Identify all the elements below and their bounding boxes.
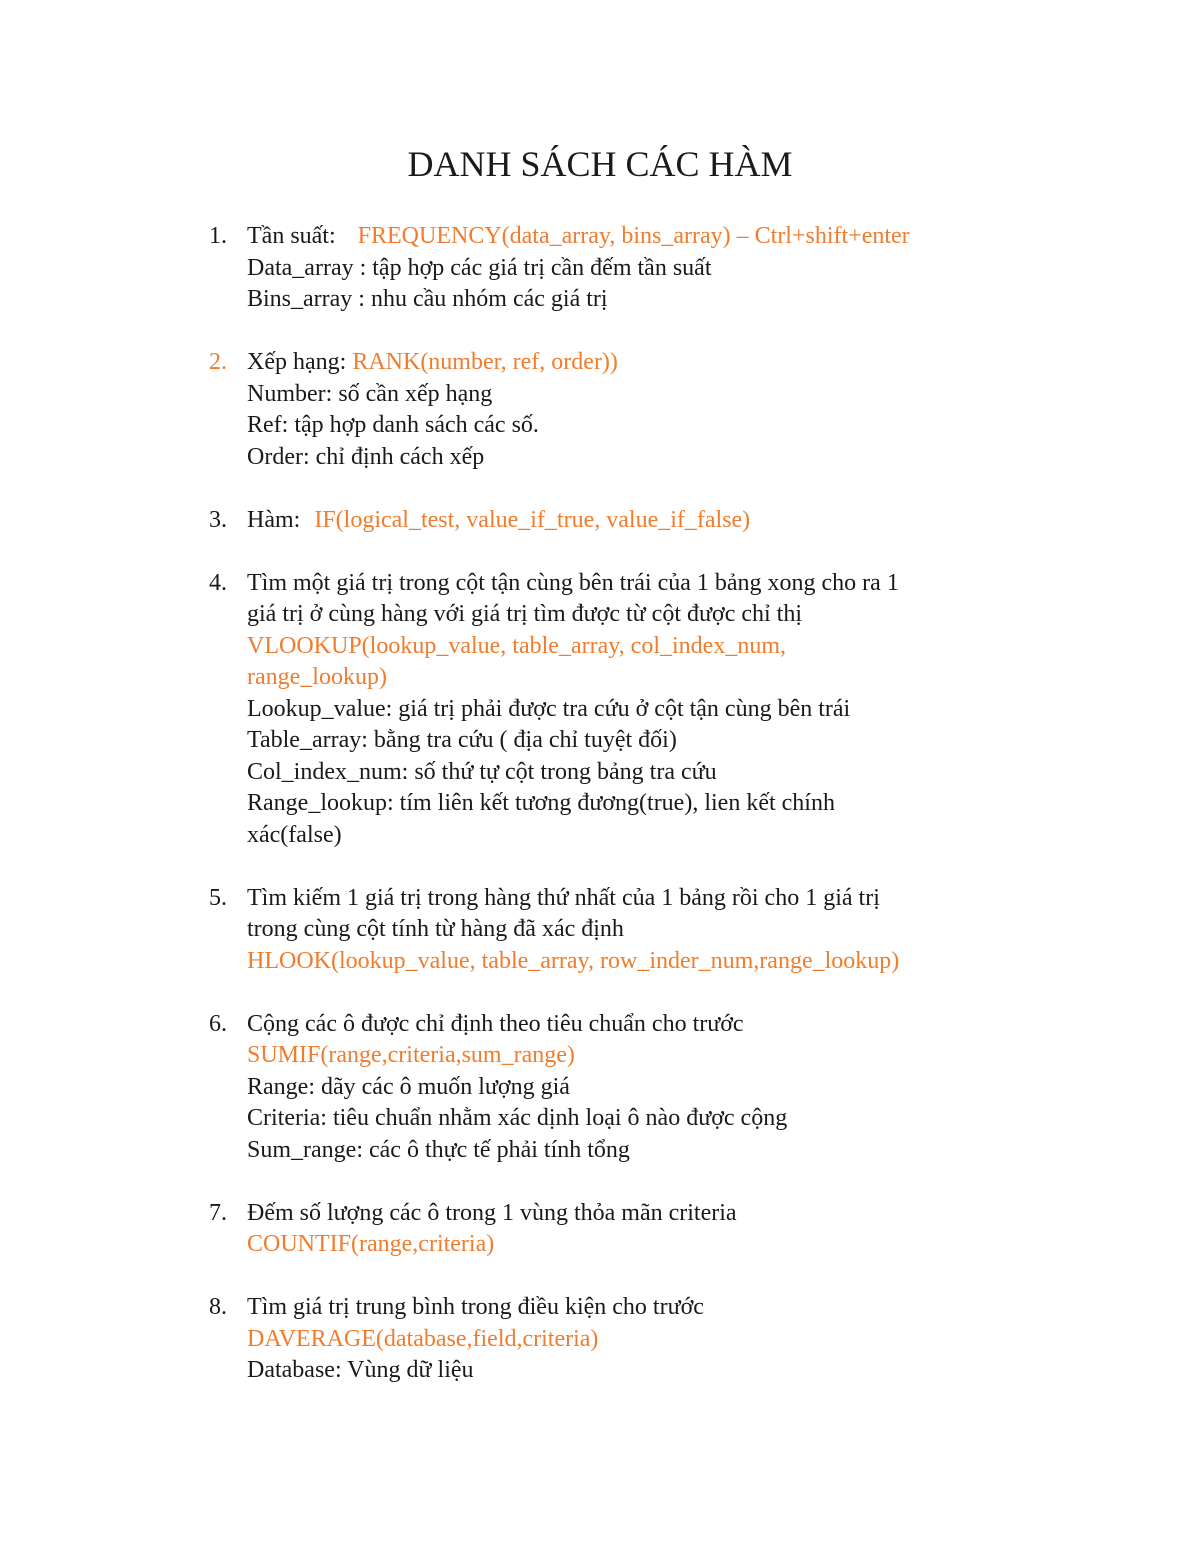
item-description: trong cùng cột tính từ hàng đã xác định — [247, 916, 624, 942]
item-heading-line — [247, 505, 1037, 537]
list-item-sumif — [209, 1009, 1037, 1167]
item-detail-line: Criteria: tiêu chuẩn nhằm xác dịnh loại ô nào được cộng — [247, 1105, 788, 1131]
item-description: Tìm giá trị trung bình trong điều kiện cho trước — [247, 1294, 704, 1320]
list-item-vlookup — [209, 568, 1037, 852]
list-item-frequency — [209, 221, 1037, 316]
item-detail-line: Lookup_value: giá trị phải được tra cứu ở cột tận cùng bên trái — [247, 695, 851, 722]
item-detail-line: Table_array: bằng tra cứu ( địa chỉ tuyệt đối) — [247, 727, 677, 753]
item-heading-line — [247, 221, 1037, 253]
item-formula: RANK(number, ref, order)) — [352, 349, 618, 375]
item-description: Cộng các ô được chỉ định theo tiêu chuẩn cho trước — [247, 1010, 744, 1037]
item-detail-line: Order: chỉ định cách xếp — [247, 443, 485, 470]
item-description: Tìm kiếm 1 giá trị trong hàng thứ nhất của 1 bảng rồi cho 1 giá trị — [247, 884, 880, 911]
item-number: 4. — [209, 569, 227, 596]
item-detail-line: Ref: tập hợp danh sách các số. — [247, 412, 539, 438]
item-formula: SUMIF(range,criteria,sum_range) — [247, 1042, 575, 1068]
list-item-rank — [209, 347, 1037, 473]
item-detail-line: Data_array : tập hợp các giá trị cần đếm tần suất — [247, 254, 712, 281]
item-formula: COUNTIF(range,criteria) — [247, 1231, 495, 1257]
item-number: 3. — [209, 506, 227, 533]
item-detail-line: Bins_array : nhu cầu nhóm các giá trị — [247, 286, 608, 312]
item-heading-line — [247, 347, 1037, 379]
item-description: Đếm số lượng các ô trong 1 vùng thỏa mãn criteria — [247, 1199, 737, 1226]
item-detail-line: Col_index_num: số thứ tự cột trong bảng tra cứu — [247, 758, 717, 785]
item-formula: range_lookup) — [247, 664, 387, 690]
item-detail-line: xác(false) — [247, 821, 342, 848]
item-formula: FREQUENCY(data_array, bins_array) – Ctrl+shift+enter — [357, 223, 910, 249]
item-detail-line: Range_lookup: tím liên kết tương đương(true), lien kết chính — [247, 790, 835, 816]
function-list — [209, 221, 1037, 1418]
item-number: 2. — [209, 349, 227, 375]
item-detail-line: Range: dãy các ô muốn lượng giá — [247, 1073, 570, 1100]
item-detail-line: Database: Vùng dữ liệu — [247, 1357, 474, 1383]
item-number: 6. — [209, 1010, 227, 1037]
item-number: 1. — [209, 223, 227, 249]
item-number: 5. — [209, 884, 227, 911]
item-heading: Hàm: — [247, 506, 301, 533]
item-number: 7. — [209, 1199, 227, 1226]
list-item-daverage — [209, 1292, 1037, 1387]
item-detail-line: Number: số cần xếp hạng — [247, 380, 493, 407]
item-description: giá trị ở cùng hàng với giá trị tìm được từ cột được chỉ thị — [247, 601, 803, 627]
item-formula: VLOOKUP(lookup_value, table_array, col_index_num, — [247, 632, 786, 659]
list-item-hlookup — [209, 883, 1037, 978]
item-number: 8. — [209, 1294, 227, 1320]
item-heading: Xếp hạng: — [247, 349, 347, 375]
item-description: Tìm một giá trị trong cột tận cùng bên trái của 1 bảng xong cho ra 1 — [247, 569, 899, 596]
item-formula: IF(logical_test, value_if_true, value_if_false) — [314, 506, 751, 533]
item-formula: HLOOK(lookup_value, table_array, row_inder_num,range_lookup) — [247, 947, 900, 974]
item-formula: DAVERAGE(database,field,criteria) — [247, 1325, 599, 1352]
item-heading: Tần suất: — [247, 223, 336, 249]
list-item-countif — [209, 1198, 1037, 1261]
page-title: DANH SÁCH CÁC HÀM — [407, 144, 793, 184]
item-detail-line: Sum_range: các ô thực tế phải tính tổng — [247, 1136, 630, 1163]
list-item-if — [209, 505, 1037, 537]
